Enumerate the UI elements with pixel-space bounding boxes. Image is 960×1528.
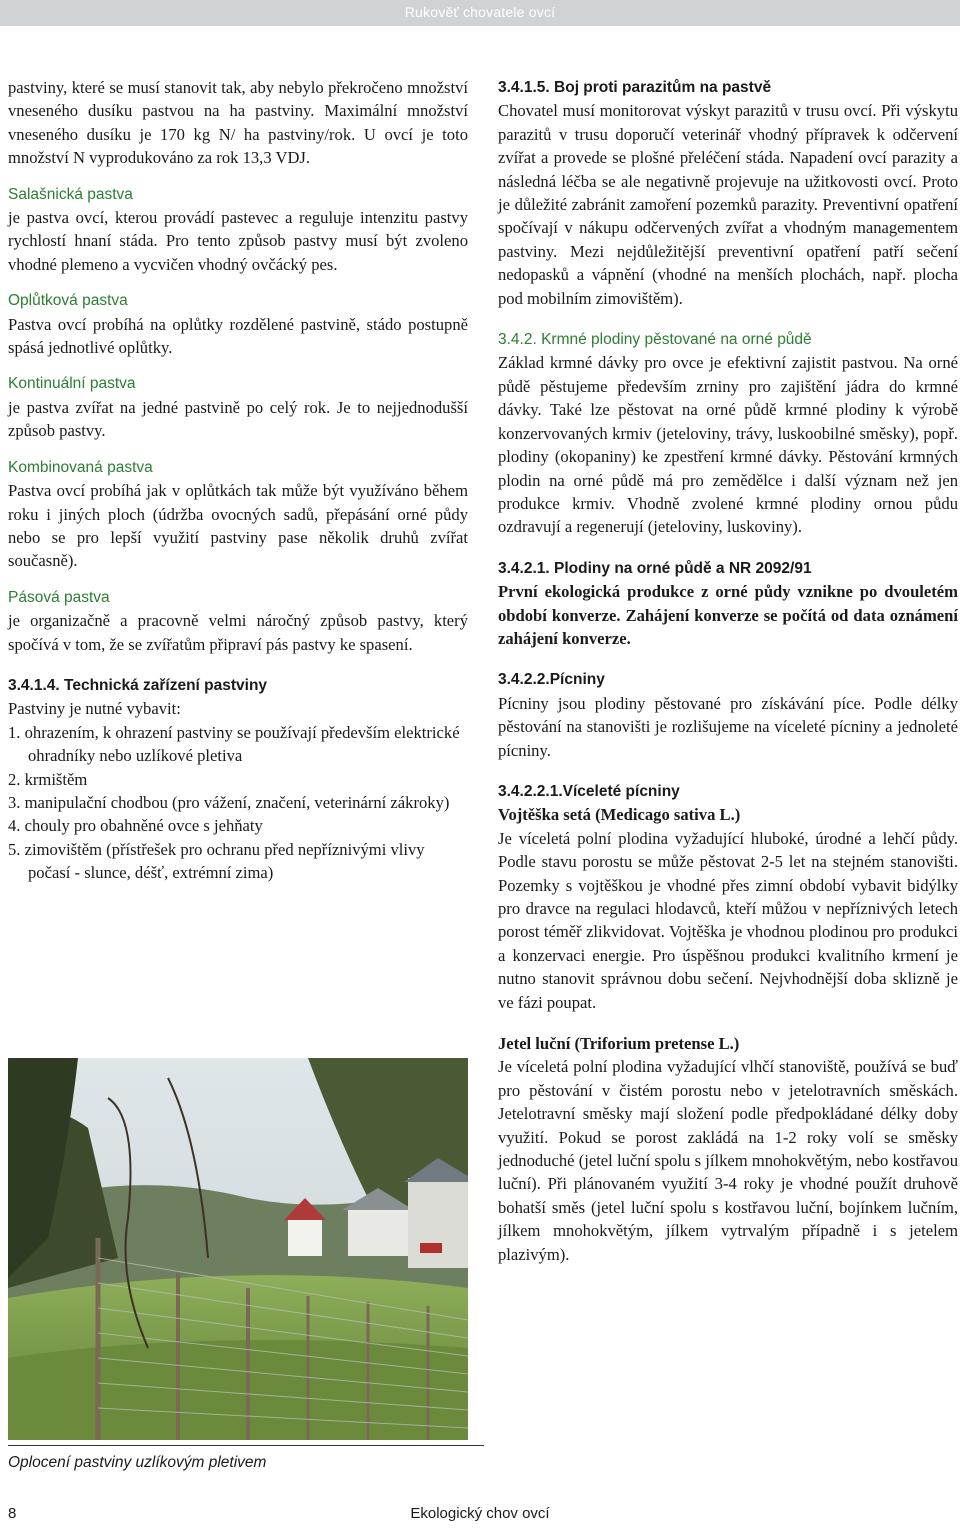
equipment-list xyxy=(8,721,468,885)
footer-title: Ekologický chov ovcí xyxy=(410,1505,550,1522)
section-kontinualni xyxy=(8,372,468,442)
heading-title: Plodiny na orné půdě a NR 2092/91 xyxy=(554,559,812,577)
heading-title: Víceleté pícniny xyxy=(562,782,680,800)
section-text: Základ krmné dávky pro ovce je efektivní zajistit pastvou. Na orné půdě pěstujeme především zrniny pro zajištění jádra do krmné dávky. Také lze pěstovat na orné půdě krmné plodiny k výrobě konzervovaných krmiv (jeteloviny, trávy, luskoobilné směsky), popř. plodiny (okopaniny) ke zpestření krmné dávky. Pěstování krmných plodin na orné půdě má pro zemědělce i další význam než jen produkce krmiv. Vhodně zvolené krmné plodiny ornou půdu ozdravují a regenerují (jeteloviny, luskoviny). xyxy=(498,353,958,537)
list-item: 5. zimovištěm (přístřešek pro ochranu před nepříznivými vlivy počasí - slunce, déšť, extrémní zima) xyxy=(8,839,425,883)
pasture-fence-photo xyxy=(8,1058,468,1440)
header-bar xyxy=(0,0,960,26)
parasites-heading xyxy=(498,76,958,99)
section-text: Chovatel musí monitorovat výskyt parazitů v trusu ovcí. Při výskytu parazitů v trusu doporučí veterinář vhodný přípravek k odčervení zvířat a provede se plošné přeléčení stáda. Napadení ovcí parazity a následná léčba se ale negativně projevuje na užitkovosti ovcí. Proto je důležité zabránit zamoření pozemků parazity. Preventivní opatření spočívají v nákupu odčervených zvířat a vhodným managementem pastviny. Mezi nejdůležitější preventivní opatření patří sečení nedopasků a vápnění (vhodné na menších plochách, např. plocha pod mobilním zimovištěm). xyxy=(498,101,958,308)
clover-title: Jetel luční (Triforium pretense L.) xyxy=(498,1034,740,1054)
heading-number: 3.4.2.1. xyxy=(498,559,550,577)
heading-title: Pícniny xyxy=(549,671,605,689)
clover-text: Je víceletá polní plodina vyžadující vlhčí stanoviště, používá se buď pro pěstování v čistém porostu nebo v jetelotravních směskách. Jetelotravní směsky mají složení podle předpokládané délky doby využití. Pokud se porost zakládá na 1-2 roky volí se směsky jednoduché (jetel luční spolu s jílkem mnohokvětým, nebo kostřavou luční). Při plánovaném využití 3-4 roky je vhodné použít druhově bohatší směs (jetel luční spolu s kostřavou luční, bojínkem lučním, jílkem mnohokvětým, jílkem vytrvalým případně i s jetelem plazivým). xyxy=(498,1057,958,1264)
section-forage xyxy=(498,668,958,762)
heading-number: 3.4.2.2.1. xyxy=(498,782,563,800)
section-title: Pásová pastva xyxy=(8,588,110,606)
feed-crops-heading xyxy=(498,328,958,351)
section-parasites xyxy=(498,76,958,310)
caption-rule xyxy=(8,1445,484,1446)
page-number: 8 xyxy=(8,1505,17,1522)
heading-number: 3.4.2.2. xyxy=(498,671,550,689)
section-equipment xyxy=(8,674,468,885)
list-item: 1. ohrazením, k ohrazení pastviny se používají především elektrické ohradníky nebo uzlíkové pletiva xyxy=(8,722,460,766)
left-column xyxy=(8,76,468,885)
section-text: Pícniny jsou plodiny pěstované pro získávání píce. Podle délky pěstování na stanovišti je rozlišujeme na víceleté pícniny a jednoleté pícniny. xyxy=(498,693,958,760)
photo-illustration xyxy=(8,1058,468,1440)
running-header: Rukověť chovatele ovcí xyxy=(404,4,556,20)
section-text: Pastva ovcí probíhá na oplůtky rozdělené pastvině, stádo postupně spásá jednotlivé oplůtky. xyxy=(8,314,468,358)
section-title: Kontinuální pastva xyxy=(8,375,136,393)
heading-title: Krmné plodiny pěstované na orné půdě xyxy=(541,331,812,349)
section-text: Pastva ovcí probíhá jak v oplůtkách tak může být využíváno během roku i jiných ploch (údržba ovocných sadů, přepásání orné půdy nebo se pro lepší využití pastviny pase několik druhů zvířat současně). xyxy=(8,481,468,571)
alfalfa-text: Je víceletá polní plodina vyžadující hluboké, úrodné a lehčí půdy. Podle stavu porostu se může pěstovat 2-5 let na stejném stanovišti. Pozemky s vojtěškou je vhodné přes zimní období vybavit bidýlky pro dravce na regulaci hlodavců, kteří můžou v nepříznivých letech porost téměř zlikvidovat. Vojtěška je vhodnou plodinou pro produkci a konzervaci energie. Pro úspěšnou produkci kvalitního krmení je nutno stanovit správnou dobu sečení. Nejvhodnější doba sklizně je ve fázi poupat. xyxy=(498,828,958,1012)
section-feed-crops xyxy=(498,328,958,539)
list-item: 4. chouly pro obahněné ovce s jehňaty xyxy=(8,816,263,836)
equipment-heading xyxy=(8,674,468,697)
perennial-heading xyxy=(498,780,958,803)
section-perennial xyxy=(498,780,958,1014)
intro-paragraph: pastviny, které se musí stanovit tak, aby nebylo překročeno množství vneseného dusíku pastvou na ha pastviny. Maximální množství vneseného dusíku je 170 kg N/ ha pastviny/rok. U ovcí je toto množství N vyprodukováno za rok 13,3 VDJ. xyxy=(8,78,468,168)
nr-heading xyxy=(498,557,958,580)
right-column xyxy=(498,76,958,1266)
section-bold-text: První ekologická produkce z orné půdy vzniknе po dvouletém období konverze. Zahájení konverze se počítá od data oznámení zahájení konverze. xyxy=(498,582,958,648)
heading-title: Boj proti parazitům na pastvě xyxy=(554,79,772,96)
section-pasova xyxy=(8,586,468,656)
section-nr xyxy=(498,557,958,651)
section-title: Salašnická pastva xyxy=(8,185,133,203)
heading-number: 3.4.1.5. xyxy=(498,79,550,96)
forage-heading xyxy=(498,668,958,691)
section-title: Oplůtková pastva xyxy=(8,292,128,310)
heading-title: Technická zařízení pastviny xyxy=(64,676,268,694)
photo-caption: Oplocení pastviny uzlíkovým pletivem xyxy=(8,1454,267,1471)
section-salasnicka xyxy=(8,183,468,277)
section-kombinovana xyxy=(8,456,468,573)
heading-number: 3.4.2. xyxy=(498,331,537,349)
section-clover xyxy=(498,1032,958,1266)
list-item: 2. krmištěm xyxy=(8,769,88,789)
equipment-lead: Pastviny je nutné vybavit: xyxy=(8,699,181,719)
heading-number: 3.4.1.4. xyxy=(8,676,60,694)
alfalfa-title: Vojtěška setá (Medicago sativa L.) xyxy=(498,805,741,825)
section-text: je organizačně a pracovně velmi náročný způsob pastvy, který spočívá v tom, že se zvířatům připraví pás pastvy ke spasení. xyxy=(8,611,468,654)
section-text: je pastva ovcí, kterou provádí pastevec a reguluje intenzitu pastvy rychlostí hnaní stáda. Pro tento způsob pastvy musí být zvoleno vhodné plemeno a vycvičen vhodný ovčácký pes. xyxy=(8,208,468,274)
section-text: je pastva zvířat na jedné pastvině po celý rok. Je to nejjednodušší způsob pastvy. xyxy=(8,397,468,441)
section-oplutkova xyxy=(8,289,468,359)
section-title: Kombinovaná pastva xyxy=(8,458,153,476)
list-item: 3. manipulační chodbou (pro vážení, značení, veterinární zákroky) xyxy=(8,792,450,812)
